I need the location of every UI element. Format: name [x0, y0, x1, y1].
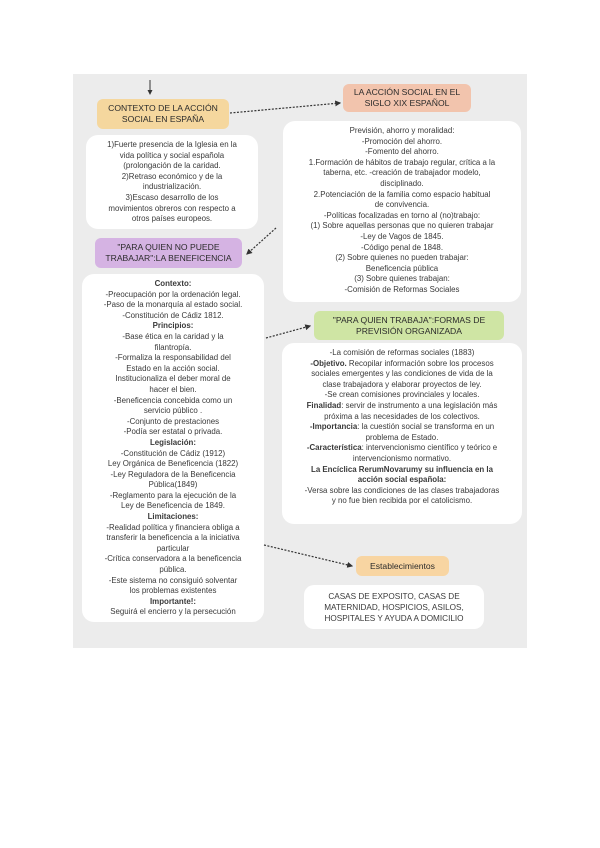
- card-prevision-line: -Políticas focalizadas en torno al (no)trabajo:: [323, 210, 481, 220]
- card-establecimientos: [304, 585, 484, 629]
- label-contexto-line-2: SOCIAL EN ESPAÑA: [121, 114, 205, 124]
- beneficencia-line: servicio público .: [143, 406, 203, 416]
- label-trabaja: [314, 311, 504, 340]
- card-prevision-line: 2.Potenciación de la familia como espacio habitual: [313, 189, 491, 199]
- reformas-importancia-label: -Importancia: [309, 422, 358, 432]
- label-contexto: [97, 99, 229, 129]
- reformas-line: próxima a las necesidades de los colectivos.: [324, 411, 480, 421]
- reformas-enciclica-title: La Encíclica RerumNovarumy su influencia en la: [311, 464, 493, 474]
- reformas-finalidad-label: Finalidad: [306, 400, 342, 410]
- card-prevision: [283, 121, 521, 302]
- beneficencia-line: Ley de Beneficencia de 1849.: [121, 501, 225, 511]
- card-prevision-line: Previsión, ahorro y moralidad:: [349, 126, 455, 135]
- card-prevision-line: -Fomento del ahorro.: [365, 147, 439, 157]
- reformas-line: intervencionismo normativo.: [352, 453, 452, 463]
- beneficencia-contexto-title: Contexto:: [154, 279, 192, 288]
- card-prevision-line: -Código penal de 1848.: [360, 242, 444, 252]
- beneficencia-line: Seguirá el encierro y la persecución: [110, 607, 236, 617]
- beneficencia-line: filantropía.: [154, 342, 192, 352]
- reformas-line: problema de Estado.: [365, 432, 439, 442]
- beneficencia-line: -Formaliza la responsabilidad del: [115, 353, 231, 363]
- card-prevision-line: -Comisión de Reformas Sociales: [344, 284, 460, 294]
- card-reformas-sociales: [282, 343, 522, 524]
- label-establecimientos: [356, 556, 449, 576]
- beneficencia-line: -Realidad política y financiera obliga a: [106, 522, 240, 532]
- reformas-objetivo-text: Recopilar información sobre los procesos: [346, 358, 494, 368]
- beneficencia-line: los problemas existentes: [129, 586, 217, 596]
- card-prevision-line: -Ley de Vagos de 1845.: [360, 231, 444, 241]
- label-contexto-line-1: CONTEXTO DE LA ACCIÓN: [108, 103, 218, 113]
- card-contexto-line: (prolongación de la caridad.: [123, 161, 221, 171]
- card-prevision-line: (1) Sobre aquellas personas que no quieren trabajar: [310, 221, 494, 231]
- beneficencia-legislacion-title: Legislación:: [149, 437, 197, 447]
- beneficencia-line: -Paso de la monarquía al estado social.: [103, 300, 243, 310]
- beneficencia-line: -Base ética en la caridad y la: [122, 331, 224, 341]
- card-contexto-line: movimientos obreros con respecto a: [108, 203, 236, 213]
- card-contexto-line: vida política y social española: [119, 150, 225, 160]
- card-contexto: [86, 135, 258, 229]
- reformas-enciclica-title: acción social española:: [357, 475, 447, 485]
- reformas-line: -Se crean comisiones provinciales y locales.: [324, 390, 480, 400]
- reformas-caracteristica-label: -Característica: [306, 443, 362, 453]
- card-prevision-line: -Promoción del ahorro.: [361, 136, 443, 146]
- beneficencia-line: -Constitución de Cádiz (1912): [120, 448, 226, 458]
- reformas-caracteristica-text: : intervencionismo científico y teórico e: [361, 443, 498, 453]
- beneficencia-line: -Ley Reguladora de la Beneficencia: [110, 469, 236, 479]
- establecimientos-line: HOSPITALES Y AYUDA A DOMICILIO: [324, 614, 464, 623]
- beneficencia-line: Ley Orgánica de Beneficencia (1822): [107, 459, 239, 469]
- label-no-puede-line-1: "PARA QUIEN NO PUEDE: [117, 242, 220, 252]
- beneficencia-line: hacer el bien.: [149, 384, 197, 394]
- beneficencia-line: -Constitución de Cádiz 1812.: [122, 310, 224, 320]
- beneficencia-line: -Este sistema no consiguió solventar: [108, 575, 238, 585]
- reformas-finalidad: [287, 401, 517, 412]
- reformas-line: -Versa sobre las condiciones de las clases trabajadoras: [304, 485, 500, 495]
- label-accion-line-1: LA ACCIÓN SOCIAL EN EL: [353, 87, 461, 97]
- card-prevision-line: disciplinado.: [380, 178, 424, 188]
- beneficencia-line: Institucionaliza el deber moral de: [115, 374, 231, 384]
- reformas-finalidad-text: : servir de instrumento a una legislación más: [341, 400, 498, 410]
- beneficencia-line: -Crítica conservadora a la beneficencia: [104, 554, 242, 564]
- label-no-puede-line-2: TRABAJAR":LA BENEFICENCIA: [105, 253, 232, 263]
- card-contexto-line: industrialización.: [142, 182, 202, 192]
- label-no-puede-trabajar: [95, 238, 242, 268]
- card-prevision-line: 1.Formación de hábitos de trabajo regular, crítica a la: [308, 157, 496, 167]
- beneficencia-line: Pública(1849): [148, 480, 198, 490]
- card-prevision-line: (2) Sobre quienes no pueden trabajar:: [335, 253, 469, 263]
- establecimientos-line: MATERNIDAD, HOSPICIOS, ASILOS,: [324, 603, 464, 612]
- card-contexto-line: 1)Fuerte presencia de la Iglesia en la: [107, 140, 237, 149]
- card-contexto-line: 2)Retraso económico y de la: [121, 171, 223, 181]
- card-prevision-line: (3) Sobre quienes trabajan:: [354, 274, 450, 284]
- beneficencia-line: particular: [156, 543, 190, 553]
- card-prevision-line: de convivencia.: [374, 200, 430, 210]
- label-establecimientos-text: Establecimientos: [370, 560, 435, 571]
- card-beneficencia: [82, 274, 264, 622]
- reformas-objetivo: [287, 359, 517, 370]
- label-trabaja-line-1: "PARA QUIEN TRABAJA":FORMAS DE: [332, 314, 486, 325]
- reformas-line: sociales emergentes y las condiciones de vida de la: [311, 369, 493, 379]
- beneficencia-principios-title: Principios:: [152, 321, 194, 331]
- beneficencia-line: -Beneficencia concebida como un: [113, 395, 233, 405]
- reformas-importancia: [287, 422, 517, 433]
- reformas-line: clase trabajadora y elaborar proyectos de ley.: [322, 379, 482, 389]
- card-contexto-line: 3)Escaso desarrollo de los: [125, 192, 219, 202]
- beneficencia-line: pública.: [159, 565, 187, 575]
- beneficencia-line: -Conjunto de prestaciones: [126, 416, 220, 426]
- reformas-line: -La comisión de reformas sociales (1883): [329, 348, 475, 357]
- beneficencia-importante-title: Importante!:: [149, 596, 197, 606]
- card-contexto-line: otros países europeos.: [131, 214, 213, 224]
- beneficencia-line: -Podía ser estatal o privada.: [123, 427, 223, 437]
- reformas-line: y no fue bien recibida por el catolicismo.: [331, 496, 473, 506]
- card-prevision-line: Beneficencia pública: [365, 263, 439, 273]
- reformas-caracteristica: [287, 443, 517, 454]
- reformas-importancia-text: : la cuestión social se transforma en un: [357, 422, 495, 432]
- beneficencia-line: transferir la beneficencia a la iniciativa: [106, 533, 240, 543]
- beneficencia-line: -Preocupación por la ordenación legal.: [105, 289, 241, 299]
- establecimientos-line: CASAS DE EXPOSITO, CASAS DE: [328, 592, 460, 601]
- card-prevision-line: taberna, etc. -creación de trabajador modelo,: [323, 168, 481, 178]
- beneficencia-line: Estado en la acción social.: [126, 363, 220, 373]
- label-accion-line-2: SIGLO XIX ESPAÑOL: [364, 98, 450, 108]
- beneficencia-limitaciones-title: Limitaciones:: [147, 512, 199, 522]
- beneficencia-line: -Reglamento para la ejecución de la: [109, 490, 237, 500]
- label-accion-social: [343, 84, 471, 112]
- reformas-objetivo-label: -Objetivo.: [310, 358, 347, 368]
- label-trabaja-line-2: PREVISIÓN ORGANIZADA: [355, 325, 462, 336]
